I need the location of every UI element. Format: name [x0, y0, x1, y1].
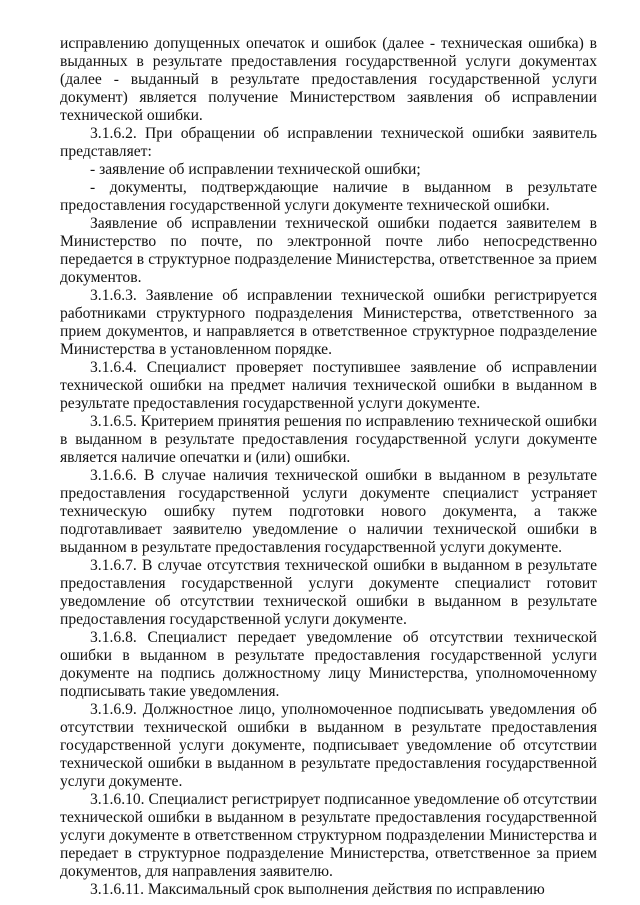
- list-item-documents: - документы, подтверждающие наличие в выданном в результате предоставления государственной услуги документе технической ошибки.: [60, 179, 597, 214]
- paragraph-3-1-6-5: 3.1.6.5. Критерием принятия решения по исправлению технической ошибки в выданном в результате предоставления государственной услуги документе является наличие опечатки и (или) ошибки.: [60, 413, 597, 466]
- list-item-application: - заявление об исправлении технической ошибки;: [90, 161, 421, 178]
- paragraph-3-1-6-9: 3.1.6.9. Должностное лицо, уполномоченное подписывать уведомления об отсутствии технической ошибки в выданном в результате предоставления государственной услуги документе, подписывает уведомление об отсутствии технической ошибки в выданном в результате предоставления государственной услуги документе.: [60, 701, 597, 790]
- document-page: [60, 35, 597, 899]
- paragraph-3-1-6-6: 3.1.6.6. В случае наличия технической ошибки в выданном в результате предоставления государственной услуги документе специалист устраняет техническую ошибку путем подготовки нового документа, а также подготавливает заявителю уведомление о наличии технической ошибки в выданном в результате предоставления государственной услуги документе.: [60, 467, 597, 556]
- paragraph-3-1-6-8: 3.1.6.8. Специалист передает уведомление об отсутствии технической ошибки в выданном в результате предоставления государственной услуги документе на подпись должностному лицу Министерства, уполномоченному подписывать такие уведомления.: [60, 629, 597, 700]
- paragraph-continuation: исправлению допущенных опечаток и ошибок (далее - техническая ошибка) в выданных в результате предоставления государственной услуги документах (далее - выданный в результате предоставления государственной услуги документ) является получение Министерством заявления об исправлении технической ошибки.: [60, 35, 597, 124]
- paragraph-3-1-6-7: 3.1.6.7. В случае отсутствия технической ошибки в выданном в результате предоставления государственной услуги документе специалист готовит уведомление об отсутствии технической ошибки в выданном в результате предоставления государственной услуги документе.: [60, 557, 597, 628]
- paragraph-3-1-6-10: 3.1.6.10. Специалист регистрирует подписанное уведомление об отсутствии технической ошибки в выданном в результате предоставления государственной услуги документе в ответственном структурном подразделении Министерства и передает в структурное подразделение Министерства, ответственное за прием документов, для направления заявителю.: [60, 791, 597, 880]
- paragraph-3-1-6-3: 3.1.6.3. Заявление об исправлении технической ошибки регистрируется работниками структурного подразделения Министерства, ответственного за прием документов, и направляется в ответственное структурное подразделение Министерства в установленном порядке.: [60, 287, 597, 358]
- paragraph-3-1-6-4: 3.1.6.4. Специалист проверяет поступившее заявление об исправлении технической ошибки на предмет наличия технической ошибки в выданном в результате предоставления государственной услуги документе.: [60, 359, 597, 412]
- paragraph-application-submission: Заявление об исправлении технической ошибки подается заявителем в Министерство по почте, по электронной почте либо непосредственно передается в структурное подразделение Министерства, ответственное за прием документов.: [60, 215, 597, 286]
- paragraph-3-1-6-11: 3.1.6.11. Максимальный срок выполнения действия по исправлению: [90, 881, 545, 898]
- paragraph-3-1-6-2: 3.1.6.2. При обращении об исправлении технической ошибки заявитель представляет:: [60, 125, 597, 160]
